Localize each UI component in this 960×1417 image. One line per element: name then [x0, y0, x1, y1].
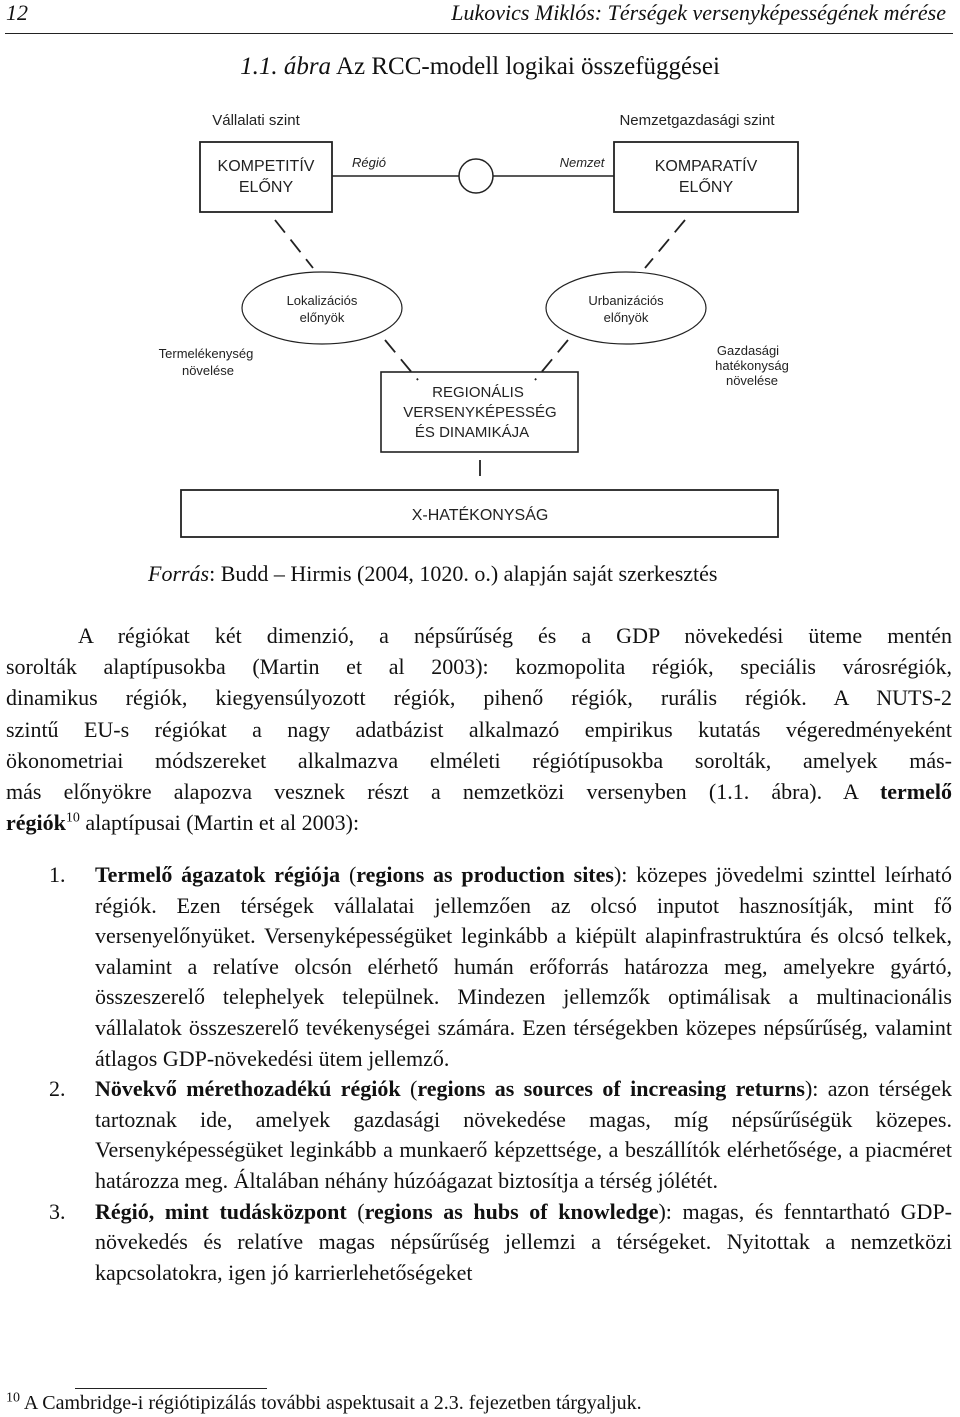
- bold-term: termelő: [879, 779, 952, 805]
- paragraph-line-text: más előnyökre alapozva vesznek részt a nemzetközi versenyben (1.1. ábra). A: [6, 779, 858, 805]
- list-number: 2.: [49, 1076, 66, 1102]
- list-paren: (: [340, 862, 357, 887]
- footnote-ref: 10: [65, 810, 80, 826]
- rcc-diagram: [0, 90, 960, 540]
- page-number: 12: [6, 0, 28, 25]
- figure-source: [148, 561, 717, 587]
- national-level-label: Nemzetgazdasági szint: [619, 112, 775, 129]
- list-item-text: ): közepes jövedelmi szinttel leírható régiók. Ezen térségek vállalatai jellemzően az olcsó inputot hasznosítják, mint fő versenyelőnyüket. Versenyképességüket leginkább a kiépült alapinfrastruktúra és olcsó telkek, valamint a relatíve olcsón elérhető humán erőforrás határozza meg, amelyekre gyártó, összeszerelő telephelyek települnek. Mindezen jellemzők optimálisak a multinacionális vállalatok összeszerelő tevékenységei számára. Ezen térségekben közepes népsűrűség, valamint átlagos GDP-növekedési ütem jellemző.: [95, 862, 952, 1071]
- list-item-body: [95, 1074, 952, 1196]
- paragraph-line: [6, 807, 952, 838]
- center-label: ÉS DINAMIKÁJA: [414, 424, 530, 441]
- list-item-english: regions as sources of increasing returns: [417, 1076, 805, 1102]
- footnote: [6, 1392, 642, 1415]
- list-item-english: regions as hubs of knowledge: [364, 1198, 659, 1224]
- comparative-label: KOMPARATÍV: [654, 158, 758, 175]
- list-item-body: [95, 1197, 952, 1289]
- paragraph-line: dinamikus régiók, kiegyensúlyozott régiók, pihenő régiók, rurális régiók. A NUTS-2: [6, 685, 952, 711]
- list-item-english: regions as production sites: [356, 862, 614, 887]
- dashed-connector: [275, 220, 313, 268]
- body-paragraph: [6, 620, 952, 838]
- efficiency-label: hatékonyság: [715, 358, 789, 373]
- urbanization-label: előnyök: [603, 310, 649, 325]
- competitive-box: [200, 142, 332, 212]
- region-type-list: [0, 860, 960, 1288]
- competitive-label: ELŐNY: [238, 179, 294, 196]
- comparative-box: [614, 142, 798, 212]
- list-paren: (: [400, 1076, 418, 1102]
- list-number: 3.: [49, 1198, 66, 1224]
- dashed-connector: [645, 220, 685, 268]
- dashed-connector: [535, 340, 568, 380]
- header-rule: [5, 33, 953, 34]
- paragraph-tail: alaptípusai (Martin et al 2003):: [85, 810, 360, 836]
- localization-label: Lokalizációs: [286, 293, 358, 308]
- list-item: [0, 1074, 960, 1196]
- paragraph-line: szintű EU-s régiókat a nagy adatbázist alkalmazó empirikus kutatás végeredményeként: [6, 716, 952, 742]
- comparative-label: ELŐNY: [678, 179, 734, 196]
- list-item: [0, 860, 960, 1074]
- list-item-title: Növekvő mérethozadékú régiók: [95, 1076, 401, 1102]
- list-item-title: Régió, mint tudásközpont: [95, 1198, 347, 1224]
- list-item-text: ): azon térségek tartoznak ide, amelyek gazdasági növekedése magas, míg népsűrűségük közepes. Versenyképességüket leginkább a munkaerő képzettsége, a beszállítók elérhetősége, a piacméret határozza meg. Általában néhány húzóágazat biztosítja a térség jólétét.: [95, 1076, 953, 1193]
- paragraph-line: ökonometriai módszereket alkalmazva elméleti régiótípusokba sorolták, amelyek más-: [6, 747, 952, 773]
- efficiency-label: növelése: [725, 373, 779, 388]
- footnote-number: 10: [6, 1390, 20, 1406]
- footnote-rule: [75, 1388, 267, 1389]
- list-paren: (: [346, 1198, 365, 1224]
- nation-label: Nemzet: [559, 155, 605, 170]
- efficiency-label: Gazdasági: [716, 343, 780, 358]
- figure-number: 1.1. ábra: [240, 53, 332, 80]
- link-circle: [459, 159, 493, 193]
- company-level-label: Vállalati szint: [212, 112, 300, 129]
- source-label: Forrás: [148, 561, 210, 586]
- localization-ellipse: [242, 272, 402, 344]
- x-efficiency-label: X-HATÉKONYSÁG: [411, 507, 549, 524]
- footnote-text: A Cambridge-i régiótipizálás további aspektusait a 2.3. fejezetben tárgyaljuk.: [23, 1392, 642, 1414]
- competitive-label: KOMPETITÍV: [217, 158, 315, 175]
- list-item-text: ): magas, és fenntartható GDP-növekedés és relatíve magas népsűrűség jellemzi a térségeket. Nyitottak a nemzetközi kapcsolatokra, igen jó karrierlehetőségeket: [95, 1198, 952, 1285]
- figure-caption: [0, 53, 960, 81]
- urbanization-ellipse: [546, 272, 706, 344]
- productivity-label: Termelékenység: [158, 346, 254, 361]
- figure-title: Az RCC-modell logikai összefüggései: [335, 53, 720, 80]
- running-title: Lukovics Miklós: Térségek versenyképességének mérése: [451, 0, 946, 25]
- paragraph-line: A régiókat két dimenzió, a népsűrűség és a GDP növekedési üteme mentén: [78, 623, 952, 648]
- center-label: VERSENYKÉPESSÉG: [403, 404, 557, 421]
- dashed-connector: [385, 340, 418, 380]
- paragraph-line: sorolták alaptípusokba (Martin et al 2003): kozmopolita régiók, speciális városrégiók,: [6, 654, 952, 680]
- productivity-label: növelése: [181, 363, 235, 378]
- list-item-title: Termelő ágazatok régiója: [95, 862, 341, 887]
- bold-term: régiók: [6, 810, 66, 836]
- localization-label: előnyök: [299, 310, 345, 325]
- list-item: [0, 1197, 960, 1289]
- list-number: 1.: [49, 862, 66, 887]
- source-text: : Budd – Hirmis (2004, 1020. o.) alapján saját szerkesztés: [209, 561, 718, 586]
- urbanization-label: Urbanizációs: [588, 293, 664, 308]
- center-label: REGIONÁLIS: [432, 384, 524, 401]
- paragraph-line: [6, 776, 952, 807]
- list-item-body: [95, 860, 952, 1074]
- region-label: Régió: [352, 155, 386, 170]
